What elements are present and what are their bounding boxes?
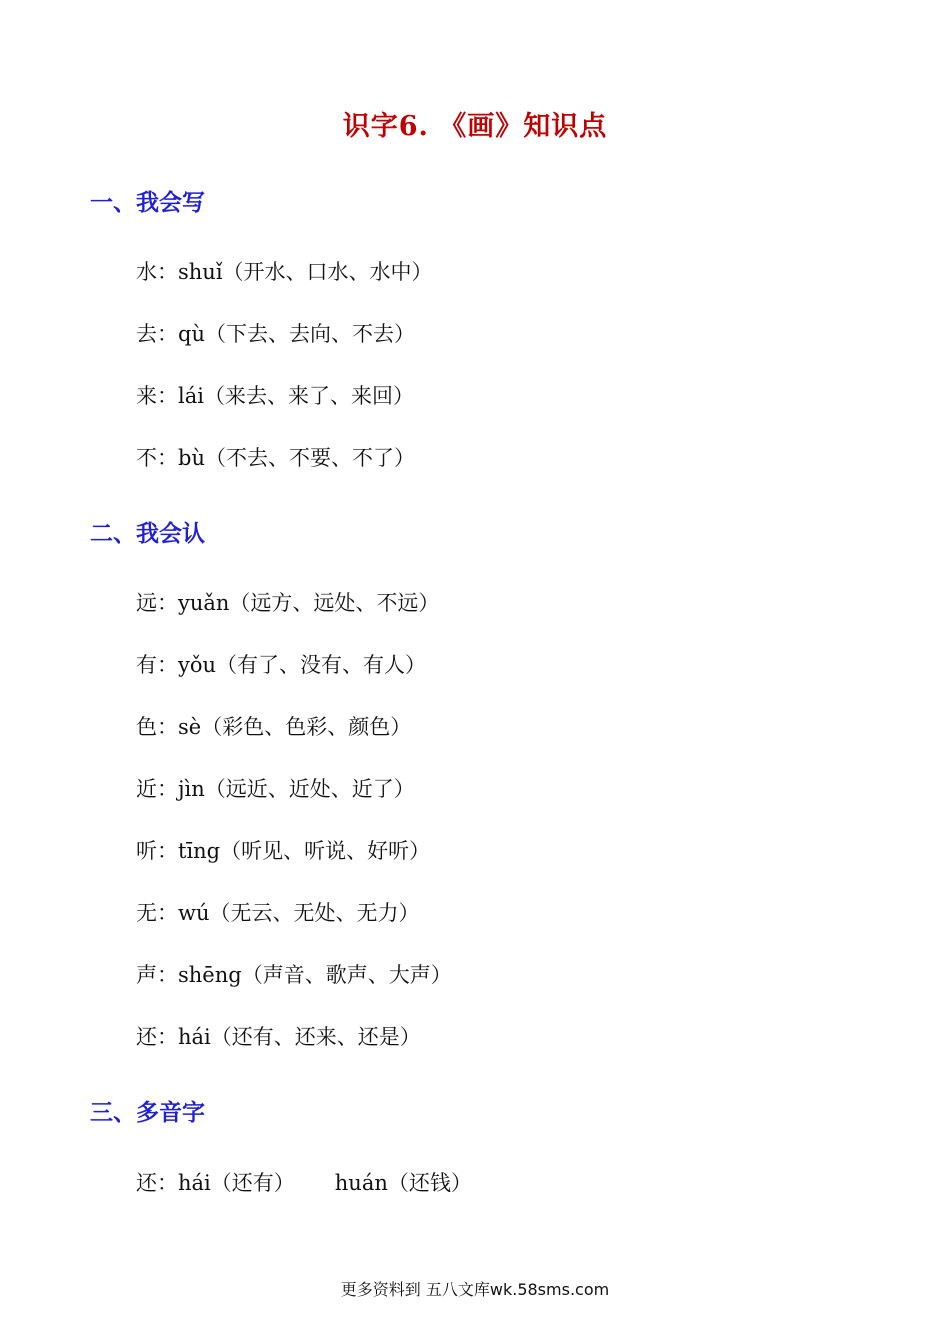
- recognize-entry-jin: 近：jìn（远近、近处、近了）: [136, 777, 415, 801]
- polyphone-entry: [136, 1167, 472, 1197]
- recognize-entry-se: 色：sè（彩色、色彩、颜色）: [136, 715, 412, 739]
- polyphone-reading-hai: 还：hái（还有）: [136, 1171, 295, 1195]
- write-entry-bu: 不：bù（不去、不要、不了）: [136, 446, 415, 470]
- write-entry-shui: 水：shuǐ（开水、口水、水中）: [136, 260, 433, 284]
- write-entry-lai: 来：lái（来去、来了、来回）: [136, 384, 414, 408]
- recognize-entry-hai: 还：hái（还有、还来、还是）: [136, 1025, 421, 1049]
- section-heading-recognize: 二、我会认: [90, 520, 205, 547]
- recognize-entry-you: 有：yǒu（有了、没有、有人）: [136, 653, 427, 677]
- footer-source-note: 更多资料到 五八文库wk.58sms.com: [340, 1280, 610, 1299]
- section-heading-write: 一、我会写: [90, 189, 205, 216]
- recognize-entry-yuan: 远：yuǎn（远方、远处、不远）: [136, 591, 440, 615]
- recognize-entry-ting: 听：tīng（听见、听说、好听）: [136, 839, 431, 863]
- recognize-entry-sheng: 声：shēng（声音、歌声、大声）: [136, 963, 452, 987]
- section-heading-polyphone: 三、多音字: [90, 1099, 205, 1126]
- page-title: 识字6. 《画》知识点: [342, 111, 608, 142]
- write-entry-qu: 去：qù（下去、去向、不去）: [136, 322, 415, 346]
- recognize-entry-wu: 无：wú（无云、无处、无力）: [136, 901, 420, 925]
- polyphone-reading-huan: huán（还钱）: [334, 1171, 472, 1195]
